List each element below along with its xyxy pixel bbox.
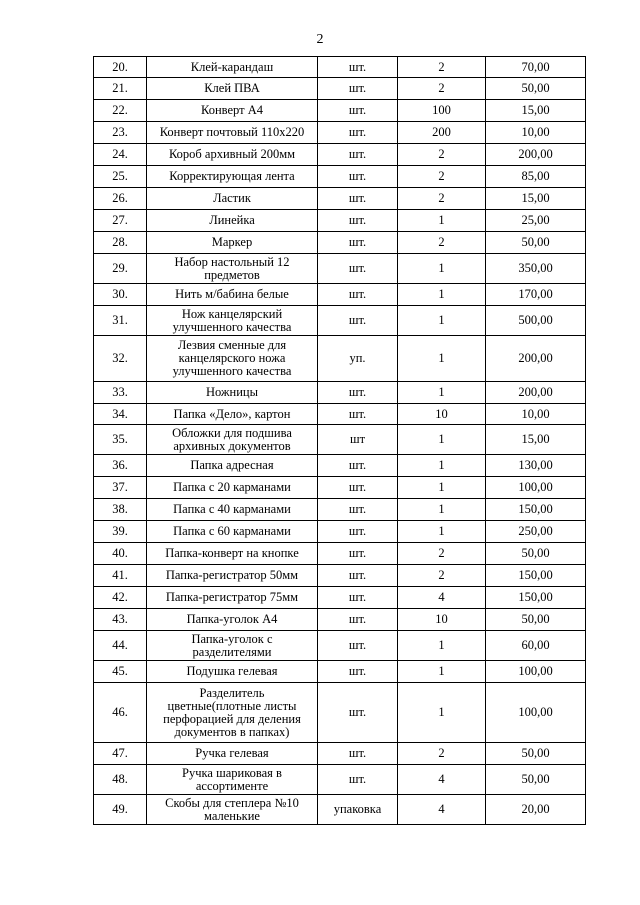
row-number: 31. [94,306,147,336]
item-quantity: 1 [398,284,486,306]
item-unit: шт. [318,306,398,336]
table-row [94,565,586,587]
table-row [94,232,586,254]
table-row [94,661,586,683]
table-row [94,631,586,661]
item-unit: шт. [318,382,398,404]
item-unit: шт. [318,254,398,284]
row-number: 49. [94,795,147,825]
item-quantity: 1 [398,499,486,521]
item-price: 10,00 [486,122,586,144]
item-quantity: 2 [398,78,486,100]
item-unit: шт. [318,455,398,477]
item-price: 200,00 [486,382,586,404]
row-number: 29. [94,254,147,284]
item-unit: шт. [318,404,398,425]
item-name: Корректирующая лента [147,166,318,188]
item-price: 60,00 [486,631,586,661]
item-unit: уп. [318,336,398,382]
item-price: 100,00 [486,683,586,743]
row-number: 27. [94,210,147,232]
table-row [94,795,586,825]
table-row [94,336,586,382]
item-name: Папка с 20 карманами [147,477,318,499]
item-name: Конверт А4 [147,100,318,122]
item-price: 130,00 [486,455,586,477]
item-name: Лезвия сменные для канцелярского ножа улучшенного качества [147,336,318,382]
row-number: 32. [94,336,147,382]
item-name: Разделитель цветные(плотные листы перфорацией для деления документов в папках) [147,683,318,743]
item-quantity: 1 [398,455,486,477]
item-quantity: 2 [398,144,486,166]
item-price: 500,00 [486,306,586,336]
row-number: 26. [94,188,147,210]
table-row [94,210,586,232]
item-unit: шт. [318,122,398,144]
item-name: Клей-карандаш [147,57,318,78]
table-row [94,306,586,336]
item-name: Ручка гелевая [147,743,318,765]
row-number: 20. [94,57,147,78]
item-name: Папка-регистратор 50мм [147,565,318,587]
item-name: Папка с 40 карманами [147,499,318,521]
item-price: 150,00 [486,565,586,587]
item-price: 200,00 [486,144,586,166]
item-price: 100,00 [486,477,586,499]
item-price: 25,00 [486,210,586,232]
table-row [94,284,586,306]
item-unit: шт. [318,499,398,521]
item-price: 200,00 [486,336,586,382]
items-table-body [94,57,586,825]
table-row [94,404,586,425]
row-number: 33. [94,382,147,404]
item-name: Папка адресная [147,455,318,477]
item-price: 70,00 [486,57,586,78]
item-quantity: 1 [398,382,486,404]
table-row [94,765,586,795]
item-price: 50,00 [486,765,586,795]
item-quantity: 1 [398,336,486,382]
item-unit: шт. [318,144,398,166]
items-table [93,56,586,825]
table-row [94,499,586,521]
item-quantity: 1 [398,631,486,661]
item-price: 50,00 [486,743,586,765]
item-unit: шт. [318,587,398,609]
item-unit: шт. [318,631,398,661]
table-row [94,683,586,743]
item-name: Папка-уголок А4 [147,609,318,631]
item-quantity: 2 [398,57,486,78]
item-name: Ластик [147,188,318,210]
item-price: 100,00 [486,661,586,683]
table-row [94,425,586,455]
item-name: Скобы для степлера №10 маленькие [147,795,318,825]
item-quantity: 4 [398,765,486,795]
item-unit: шт. [318,57,398,78]
row-number: 34. [94,404,147,425]
item-unit: шт. [318,765,398,795]
row-number: 25. [94,166,147,188]
item-name: Папка-регистратор 75мм [147,587,318,609]
item-quantity: 2 [398,543,486,565]
item-unit: шт [318,425,398,455]
item-name: Подушка гелевая [147,661,318,683]
item-name: Клей ПВА [147,78,318,100]
table-row [94,609,586,631]
item-name: Короб архивный 200мм [147,144,318,166]
table-row [94,455,586,477]
item-name: Ручка шариковая в ассортименте [147,765,318,795]
table-row [94,122,586,144]
item-name: Ножницы [147,382,318,404]
item-name: Папка-уголок с разделителями [147,631,318,661]
row-number: 43. [94,609,147,631]
item-price: 50,00 [486,543,586,565]
item-unit: шт. [318,521,398,543]
item-unit: упаковка [318,795,398,825]
item-price: 15,00 [486,188,586,210]
item-unit: шт. [318,188,398,210]
item-price: 250,00 [486,521,586,543]
item-quantity: 4 [398,587,486,609]
item-name: Нож канцелярский улучшенного качества [147,306,318,336]
item-unit: шт. [318,543,398,565]
table-row [94,166,586,188]
item-quantity: 2 [398,743,486,765]
row-number: 46. [94,683,147,743]
table-row [94,78,586,100]
table-row [94,743,586,765]
item-price: 20,00 [486,795,586,825]
item-quantity: 1 [398,210,486,232]
item-unit: шт. [318,100,398,122]
item-price: 170,00 [486,284,586,306]
table-row [94,521,586,543]
item-quantity: 1 [398,477,486,499]
row-number: 37. [94,477,147,499]
item-name: Линейка [147,210,318,232]
row-number: 48. [94,765,147,795]
item-unit: шт. [318,477,398,499]
item-price: 150,00 [486,587,586,609]
item-name: Папка с 60 карманами [147,521,318,543]
item-price: 85,00 [486,166,586,188]
table-row [94,188,586,210]
table-row [94,477,586,499]
table-row [94,144,586,166]
row-number: 24. [94,144,147,166]
item-quantity: 2 [398,166,486,188]
item-price: 10,00 [486,404,586,425]
item-unit: шт. [318,565,398,587]
item-name: Папка «Дело», картон [147,404,318,425]
item-quantity: 10 [398,609,486,631]
table-row [94,543,586,565]
item-unit: шт. [318,683,398,743]
row-number: 40. [94,543,147,565]
item-name: Обложки для подшива архивных документов [147,425,318,455]
item-quantity: 1 [398,425,486,455]
row-number: 21. [94,78,147,100]
item-name: Конверт почтовый 110х220 [147,122,318,144]
row-number: 36. [94,455,147,477]
row-number: 38. [94,499,147,521]
item-unit: шт. [318,210,398,232]
page-number: 2 [316,32,324,47]
item-price: 50,00 [486,78,586,100]
item-quantity: 1 [398,306,486,336]
item-quantity: 1 [398,683,486,743]
item-name: Нить м/бабина белые [147,284,318,306]
item-quantity: 2 [398,188,486,210]
row-number: 47. [94,743,147,765]
item-price: 50,00 [486,609,586,631]
item-price: 150,00 [486,499,586,521]
table-row [94,57,586,78]
item-price: 15,00 [486,100,586,122]
row-number: 44. [94,631,147,661]
row-number: 42. [94,587,147,609]
row-number: 35. [94,425,147,455]
item-quantity: 4 [398,795,486,825]
item-unit: шт. [318,232,398,254]
item-unit: шт. [318,661,398,683]
table-row [94,100,586,122]
item-quantity: 2 [398,232,486,254]
item-name: Папка-конверт на кнопке [147,543,318,565]
row-number: 41. [94,565,147,587]
item-quantity: 10 [398,404,486,425]
item-name: Маркер [147,232,318,254]
table-row [94,587,586,609]
row-number: 45. [94,661,147,683]
item-unit: шт. [318,78,398,100]
item-quantity: 1 [398,254,486,284]
row-number: 23. [94,122,147,144]
item-quantity: 1 [398,521,486,543]
row-number: 28. [94,232,147,254]
item-quantity: 2 [398,565,486,587]
item-price: 15,00 [486,425,586,455]
table-row [94,382,586,404]
item-unit: шт. [318,166,398,188]
row-number: 39. [94,521,147,543]
item-unit: шт. [318,284,398,306]
item-quantity: 100 [398,100,486,122]
row-number: 22. [94,100,147,122]
item-quantity: 1 [398,661,486,683]
item-price: 50,00 [486,232,586,254]
item-price: 350,00 [486,254,586,284]
table-row [94,254,586,284]
item-name: Набор настольный 12 предметов [147,254,318,284]
item-unit: шт. [318,609,398,631]
row-number: 30. [94,284,147,306]
item-quantity: 200 [398,122,486,144]
item-unit: шт. [318,743,398,765]
